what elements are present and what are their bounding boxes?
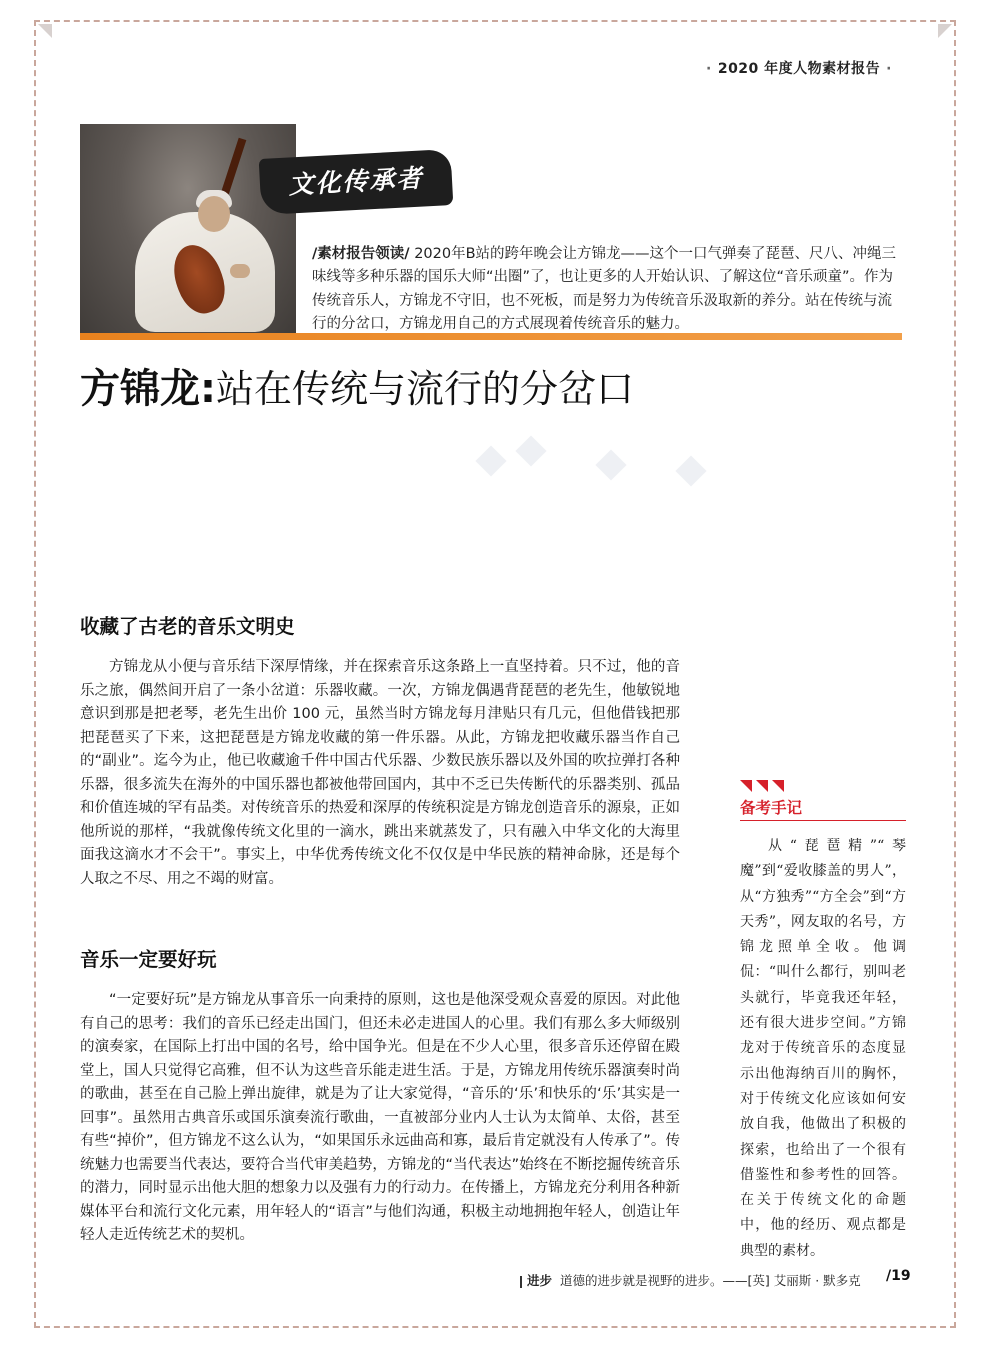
footer-label: 进步 [527,1273,553,1288]
lead-text: 2020年B站的跨年晚会让方锦龙——这个一口气弹奏了琵琶、尺八、冲绳三味线等多种乐器的国乐大师“出圈”了，也让更多的人开始认识、了解这位“音乐顽童”。作为传统音乐人，方锦龙不守旧，也不死板，而是努力为传统音乐汲取新的养分。站在传统与流行的分岔口，方锦龙用自己的方式展现着传统音乐的魅力。 [312,245,897,332]
corner-tab [938,24,952,38]
section-collecting [80,611,680,891]
running-head-text: 2020 年度人物素材报告 [717,61,881,77]
section-heading: 音乐一定要好玩 [80,948,217,971]
page-number: /19 [886,1268,911,1284]
title-colon: : [200,366,216,412]
footer-quote-text: 道德的进步就是视野的进步。——[英] 艾丽斯 · 默多克 [560,1273,861,1288]
lead-paragraph [312,243,902,337]
title-subtitle: 站在传统与流行的分岔口 [216,367,635,411]
article-title [80,362,900,416]
arrow-icon [740,780,800,796]
running-head: · 2020 年度人物素材报告 · [706,61,892,77]
footer-quote [520,1271,900,1289]
corner-tab [38,24,52,38]
musician-photo [80,124,296,340]
section-fun [80,944,680,1248]
hero-banner [80,124,902,340]
section-body: 方锦龙从小便与音乐结下深厚情缘，并在探索音乐这条路上一直坚持着。只不过，他的音乐之旅，偶然间开启了一条小岔道：乐器收藏。一次，方锦龙偶遇背琵琶的老先生，他敏锐地意识到那是把老琴，老先生出价 100 元，虽然当时方锦龙每月津贴只有几元，但他借钱把那把琵琶买了下来，这把琵琶是方锦龙收藏的第一件乐器。从此，方锦龙把收藏乐器当作自己的“副业”。迄今为止，他已收藏逾千件中国古代乐器、少数民族乐器以及外国的吹拉弹打各种乐器，很多流失在海外的中国乐器也都被他带回国内，其中不乏已失传断代的乐器类别、孤品和价值连城的罕有品类。对传统音乐的热爱和深厚的传统积淀是方锦龙创造音乐的源泉，正如他所说的那样，“我就像传统文化里的一滴水，跳出来就蒸发了，只有融入中华文化的大海里面我这滴水才不会干”。事实上，中华优秀传统文化不仅仅是中华民族的精神命脉，还是每个人取之不尽、用之不竭的财富。 [80,659,680,887]
section-heading: 收藏了古老的音乐文明史 [80,615,295,638]
column-label-text: 文化传承者 [287,163,425,200]
lead-tag: /素材报告领读/ [312,245,410,262]
notes-title: 备考手记 [740,799,803,817]
section-body: “一定要好玩”是方锦龙从事音乐一向秉持的原则，这也是他深受观众喜爱的原因。对此他有自己的思考：我们的音乐已经走出国门，但还未必走进国人的心里。我们有那么多大师级别的演奏家，在国际上打出中国的名号，给中国争光。但是在不少人心里，很多音乐还停留在殿堂上，国人只觉得它高雅，但不认为这些音乐能走进生活。于是，方锦龙用传统乐器演奏时尚的歌曲，甚至在自己脸上弹出旋律，就是为了让大家觉得，“音乐的‘乐’和快乐的‘乐’其实是一回事”。虽然用古典音乐或国乐演奏流行歌曲，一直被部分业内人士认为太简单、太俗，甚至有些“掉价”，但方锦龙不这么认为，“如果国乐永远曲高和寡，最后肯定就没有人传承了”。传统魅力也需要当代表达，要符合当代审美趋势，方锦龙的“当代表达”始终在不断挖掘传统音乐的潜力，同时显示出他大胆的想象力以及强有力的行动力。在传播上，方锦龙充分利用各种新媒体平台和流行文化元素，用年轻人的“语言”与他们沟通，积极主动地拥抱年轻人，创造让年轻人走近传统艺术的契机。 [80,992,680,1243]
divider-rule [80,333,902,340]
notes-body: 从“琵琶精”“琴魔”到“爱收膝盖的男人”，从“方独秀”“方全会”到“方天秀”，网友取的名号，方锦龙照单全收。他调侃：“叫什么都行，别叫老头就行，毕竟我还年轻，还有很大进步空间。”方锦龙对于传统音乐的态度显示出他海纳百川的胸怀，对于传统文化应该如何安放自我，他做出了积极的探索，也给出了一个很有借鉴性和参考性的回答。在关于传统文化的命题中，他的经历、观点都是典型的素材。 [740,838,906,1259]
title-name: 方锦龙 [80,366,200,412]
column-label [259,149,454,215]
